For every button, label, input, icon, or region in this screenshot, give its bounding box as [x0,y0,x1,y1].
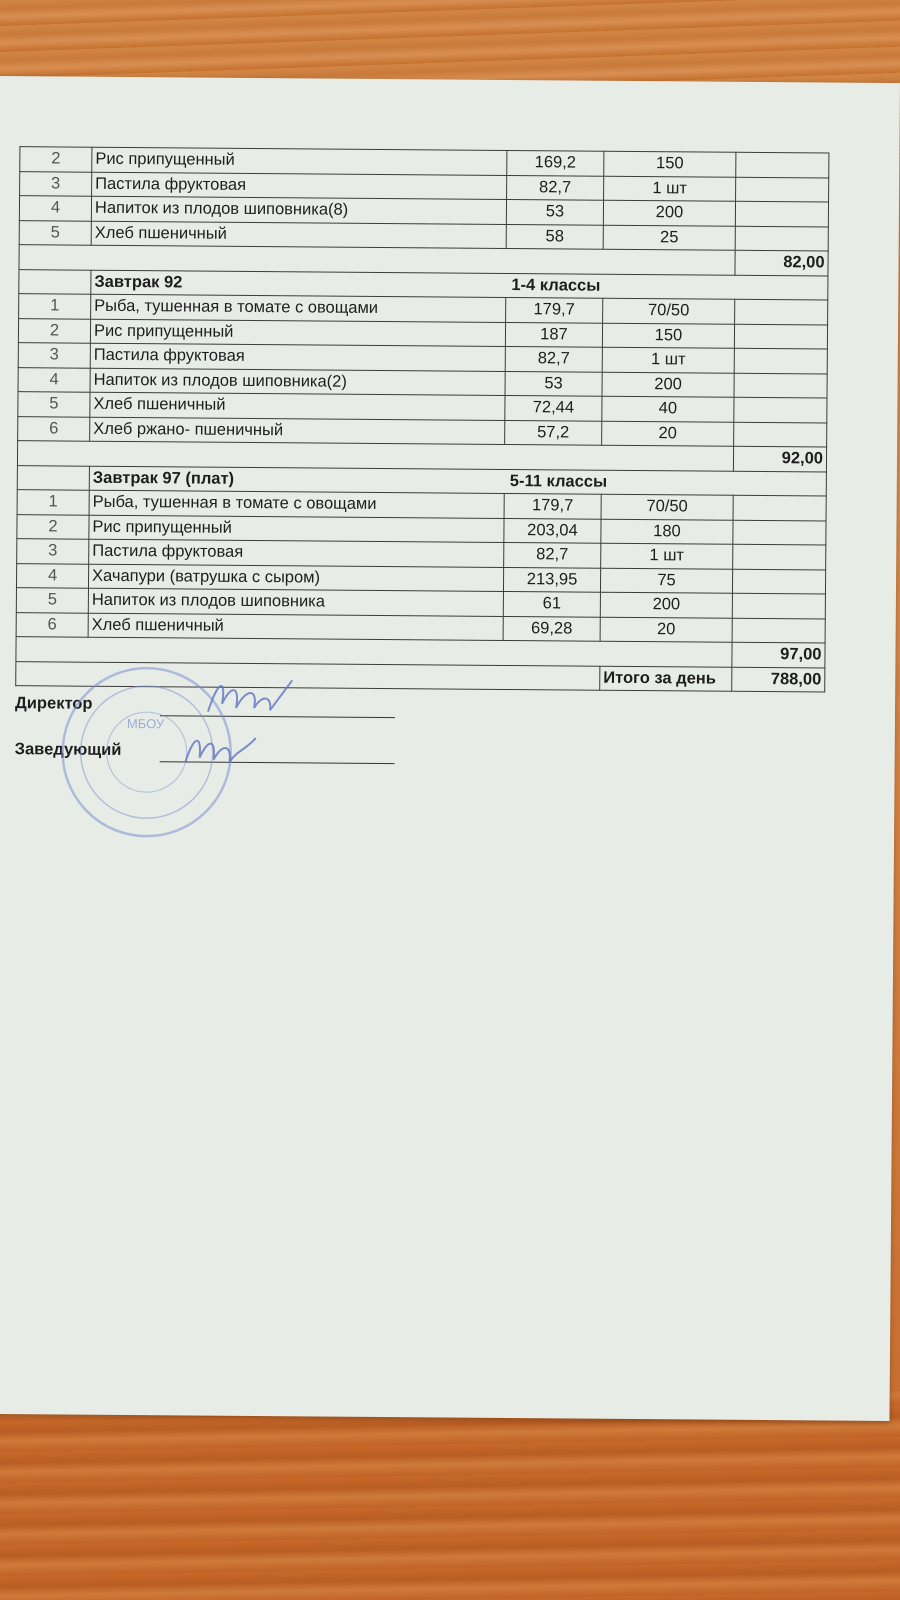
grade-range: 1-4 классы [511,275,601,295]
item-sum-cell [734,397,827,422]
item-output: 70/50 [603,298,735,324]
subtotal-sum: 97,00 [732,642,825,667]
item-number: 2 [17,514,89,539]
item-name: Напиток из плодов шиповника(8) [91,196,506,224]
day-total-label: Итого за день [600,666,732,692]
item-number: 6 [18,416,90,441]
item-sum-cell [732,618,825,643]
item-name: Рыба, тушенная в томате с овощами [91,294,506,322]
item-sum-cell [735,299,828,324]
subtotal-sum: 92,00 [733,446,826,471]
item-name: Пастила фруктовая [89,539,504,567]
item-name: Хачапури (ватрушка с сыром) [88,564,503,592]
item-name: Хлеб пшеничный [90,392,505,420]
item-price: 69,28 [503,616,600,641]
item-sum-cell [734,422,827,447]
item-name: Хлеб пшеничный [88,613,503,641]
header-number-cell [17,465,89,490]
item-number: 1 [19,294,91,319]
item-number: 3 [17,539,89,564]
item-price: 179,7 [506,297,603,322]
item-number: 4 [16,563,88,588]
item-price: 58 [506,224,603,249]
manager-label: Заведующий [14,740,122,759]
item-name: Рис припущенный [89,515,504,543]
item-sum-cell [735,201,828,226]
item-price: 72,44 [505,395,602,420]
item-output: 20 [602,421,734,447]
item-price: 203,04 [504,518,601,543]
day-total-sum: 788,00 [732,667,825,692]
menu-table [15,146,829,692]
subtotal-sum: 82,00 [735,250,828,275]
item-price: 213,95 [503,567,600,592]
item-price: 61 [503,591,600,616]
item-output: 70/50 [601,494,733,520]
item-output: 40 [602,396,734,422]
item-sum-cell [734,348,827,373]
item-sum-cell [734,373,827,398]
stamp-text: МБОУ [126,716,165,732]
item-sum-cell [732,593,825,618]
item-number: 6 [16,612,88,637]
item-sum-cell [736,177,829,202]
item-number: 2 [18,318,90,343]
item-sum-cell [733,544,826,569]
item-price: 169,2 [507,150,604,175]
item-sum-cell [736,152,829,177]
item-number: 3 [20,171,92,196]
header-number-cell [19,269,91,294]
document-page [0,76,900,1421]
item-name: Хлеб пшеничный [91,221,506,249]
item-output: 1 шт [604,176,736,202]
item-number: 4 [19,196,91,221]
item-price: 82,7 [505,346,602,371]
meal-title: Завтрак 92 [94,272,183,292]
item-sum-cell [734,324,827,349]
item-name: Рис припущенный [90,319,505,347]
item-number: 5 [16,588,88,613]
grade-range: 5-11 классы [509,471,608,491]
item-price: 53 [505,371,602,396]
item-number: 5 [19,220,91,245]
item-sum-cell [733,520,826,545]
item-number: 3 [18,343,90,368]
item-output: 25 [603,225,735,251]
item-output: 200 [602,372,734,398]
item-price: 82,7 [504,542,601,567]
item-name: Пастила фруктовая [90,343,505,371]
item-number: 2 [20,147,92,172]
item-output: 200 [603,200,735,226]
item-name: Рыба, тушенная в томате с овощами [89,490,504,518]
director-signature [200,674,295,723]
item-name: Напиток из плодов шиповника [88,588,503,616]
item-name: Рис припущенный [92,147,507,175]
item-output: 20 [600,617,732,643]
item-price: 53 [506,199,603,224]
item-price: 179,7 [504,493,601,518]
item-name: Напиток из плодов шиповника(2) [90,368,505,396]
item-price: 82,7 [507,175,604,200]
item-output: 200 [600,592,732,618]
manager-signature [180,727,260,773]
item-price: 187 [505,322,602,347]
director-label: Директор [15,694,93,713]
item-name: Хлеб ржано- пшеничный [90,417,505,445]
item-output: 150 [604,151,736,177]
wooden-table-bottom [0,1390,900,1600]
item-output: 1 шт [601,543,733,569]
item-price: 57,2 [505,420,602,445]
item-sum-cell [735,226,828,251]
item-number: 5 [18,392,90,417]
meal-title: Завтрак 97 (плат) [92,468,235,488]
item-sum-cell [732,569,825,594]
item-number: 4 [18,367,90,392]
item-number: 1 [17,490,89,515]
item-output: 150 [602,323,734,349]
item-output: 180 [601,519,733,545]
item-sum-cell [733,495,826,520]
item-name: Пастила фруктовая [92,172,507,200]
item-output: 75 [600,568,732,594]
item-output: 1 шт [602,347,734,373]
